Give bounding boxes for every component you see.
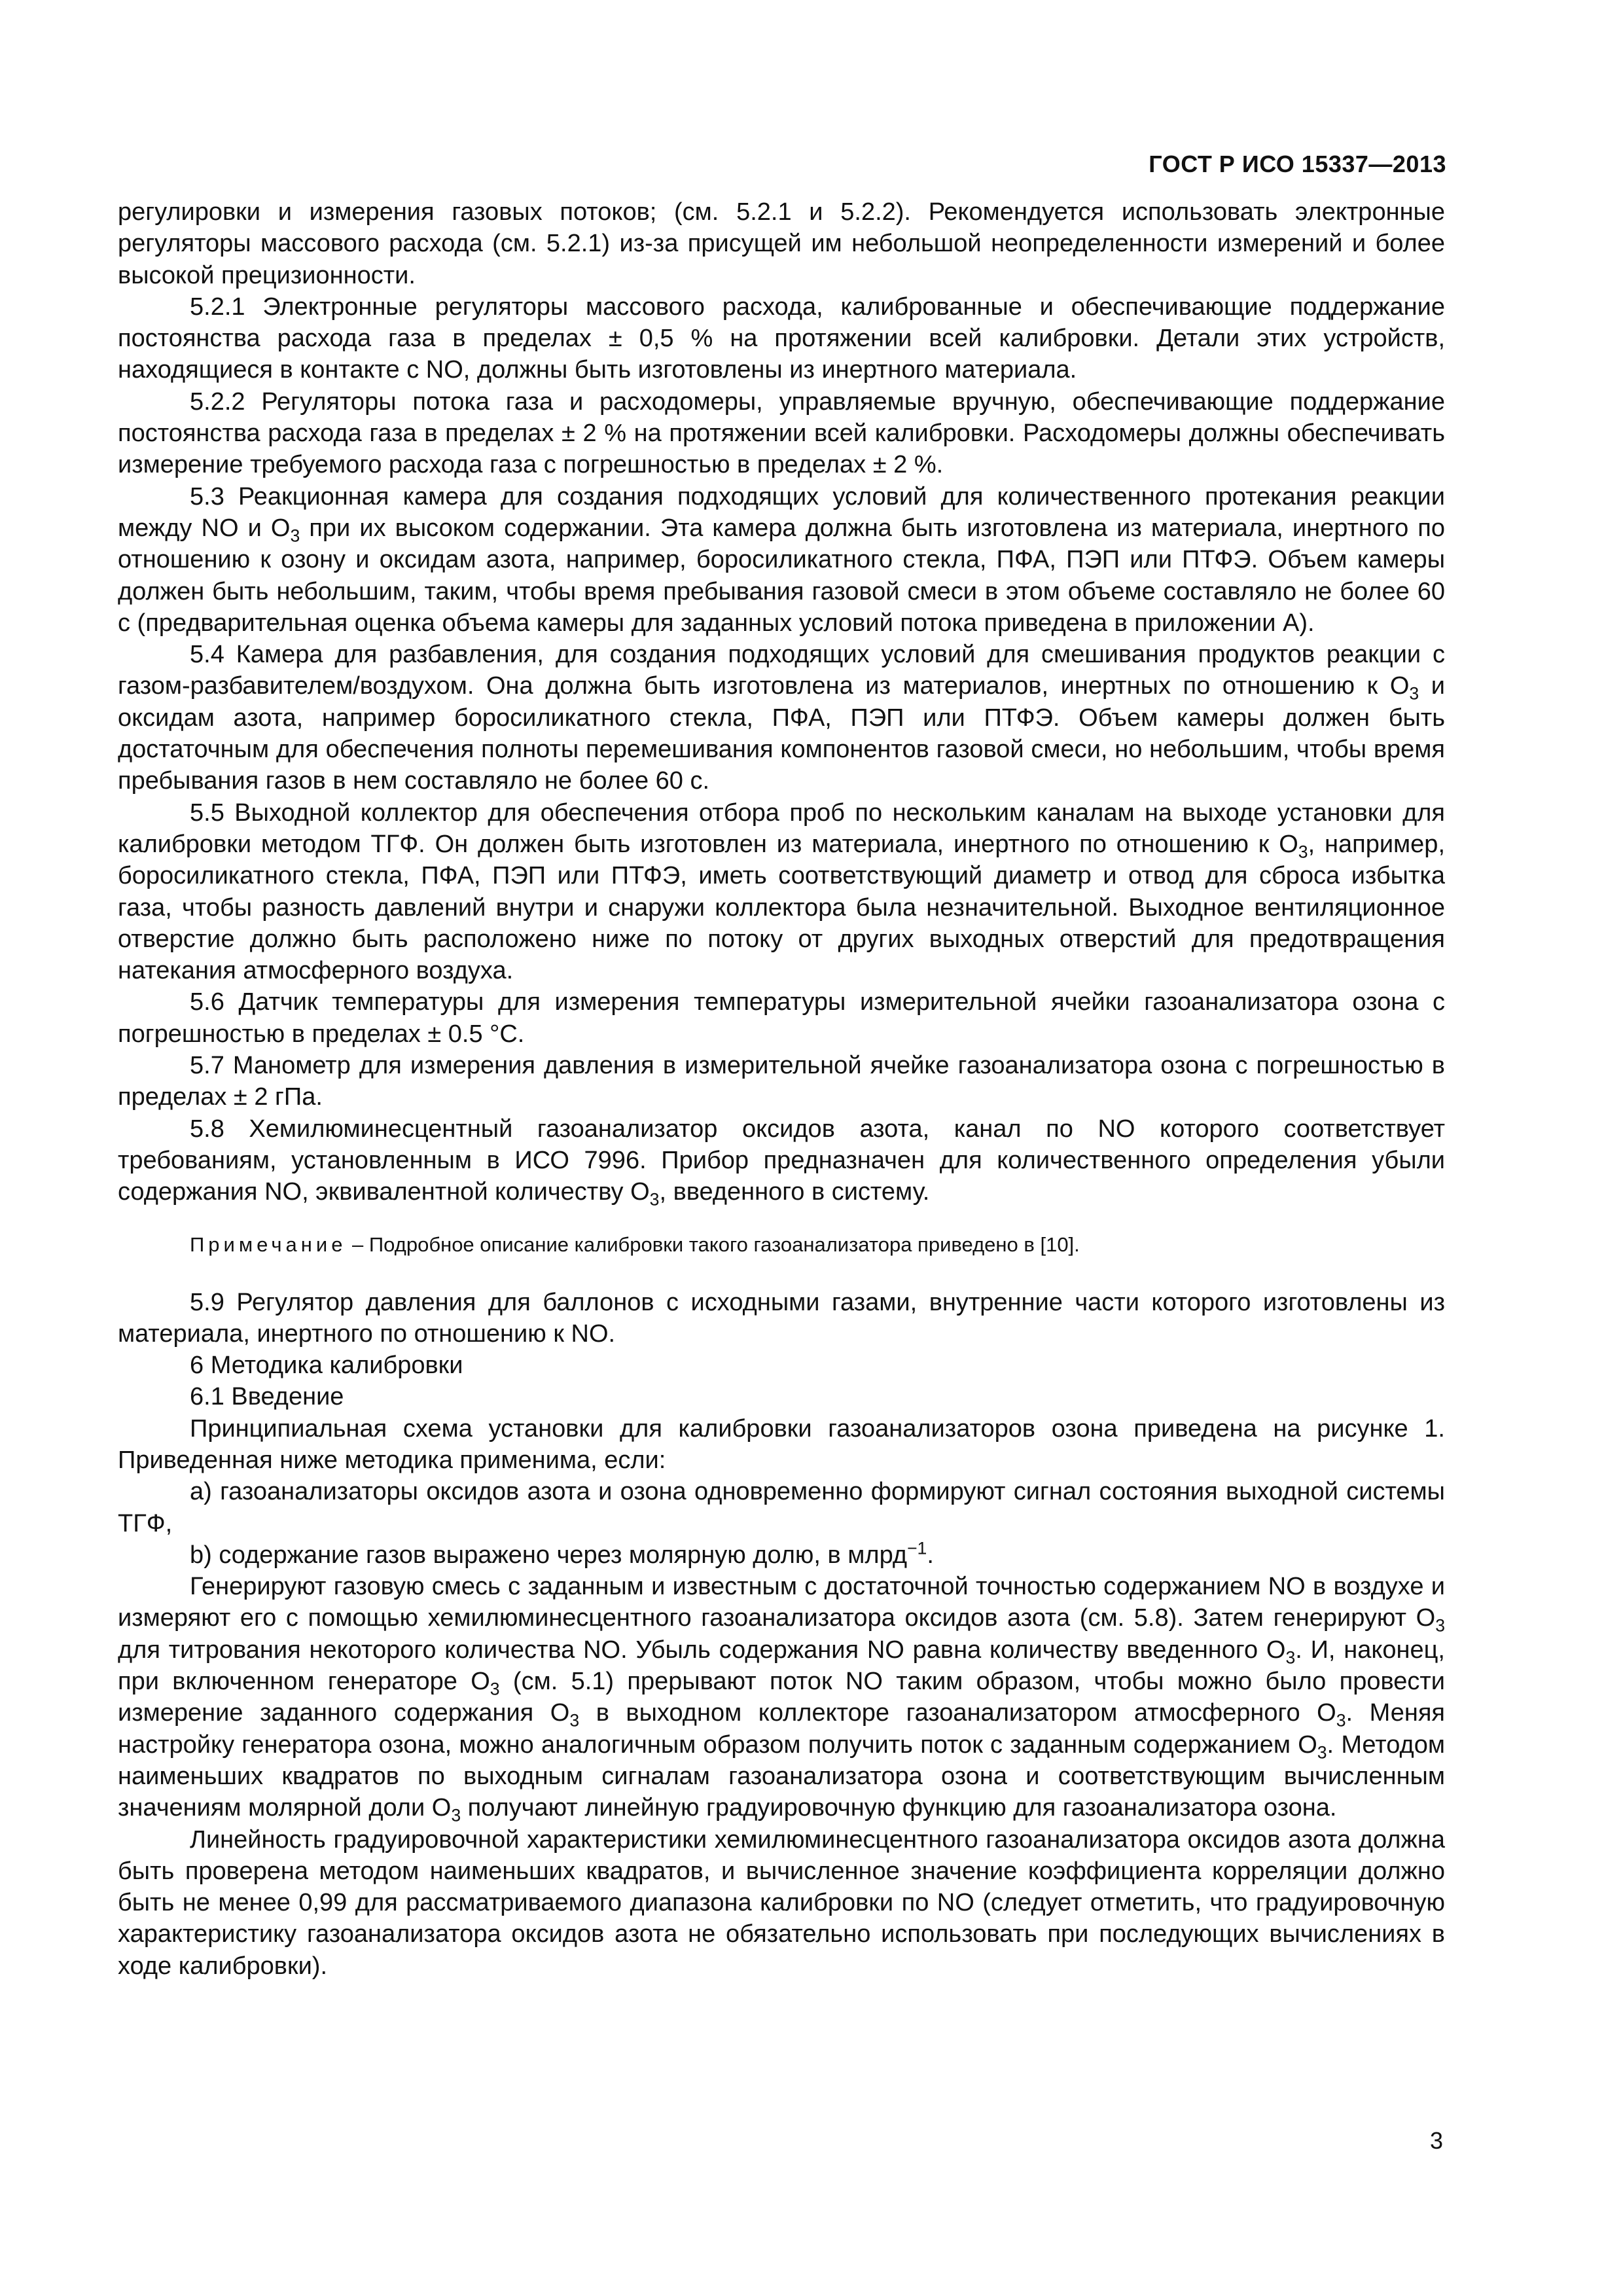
- note-label: Примечание: [190, 1232, 347, 1256]
- list-item-a: а) газоанализаторы оксидов азота и озона одновременно формируют сигнал состояния выходной системы ТГФ,: [118, 1478, 1445, 1537]
- paragraph-5-7: 5.7 Манометр для измерения давления в измерительной ячейке газоанализатора озона с погрешностью в пределах ± 2 гПа.: [118, 1052, 1445, 1111]
- paragraph-intro: Принципиальная схема установки для калибровки газоанализаторов озона приведена на рисунке 1. Приведенная ниже методика применима, если:: [118, 1414, 1445, 1474]
- paragraph-5-6: 5.6 Датчик температуры для измерения температуры измерительной ячейки газоанализатора озона с погрешностью в пределах ± 0.5 °C.: [118, 988, 1445, 1048]
- paragraph-5-2-1: 5.2.1 Электронные регуляторы массового расхода, калиброванные и обеспечивающие поддержание постоянства расхода газа в пределах ± 0,5 % на протяжении всей калибровки. Детали этих устройств, находящиеся в контакте с NO, должны быть изготовлены из инертного материала.: [118, 293, 1445, 384]
- paragraph-linearity: Линейность градуировочной характеристики хемилюминесцентного газоанализатора оксидов азота должна быть проверена методом наименьших квадратов, и вычисленное значение коэффициента корреляции должно быть не менее 0,99 для рассматриваемого диапазона калибровки по NO (следует отметить, что градуировочную характеристику газоанализатора оксидов азота не обязательно использовать при последующих вычислениях в ходе калибровки).: [118, 1825, 1445, 1980]
- paragraph-continuation: регулировки и измерения газовых потоков; (см. 5.2.1 и 5.2.2). Рекомендуется использовать электронные регуляторы массового расхода (см. 5.2.1) из-за присущей им небольшой неопределенности измерений и более высокой прецизионности.: [118, 198, 1445, 289]
- paragraph-5-2-2: 5.2.2 Регуляторы потока газа и расходомеры, управляемые вручную, обеспечивающие поддержание постоянства расхода газа в пределах ± 2 % на протяжении всей калибровки. Расходомеры должны обеспечивать измерение требуемого расхода газа с погрешностью в пределах ± 2 %.: [118, 387, 1445, 479]
- paragraph-5-8: 5.8 Хемилюминесцентный газоанализатор оксидов азота, канал по NO которого соответствует требованиям, установленным в ИСО 7996. Прибор предназначен для количественного определения убыли содержания NO, эквивалентной количеству $O_3$, введенного в систему.: [118, 1115, 1445, 1210]
- paragraph-5-5: 5.5 Выходной коллектор для обеспечения отбора проб по нескольким каналам на выходе установки для калибровки методом ТГФ. Он должен быть изготовлен из материала, инертного по отношению к $O_3$, например, боросиликатного стекла, ПФА, ПЭП или ПТФЭ, иметь соответствующий диаметр и отвод для сброса избытка газа, чтобы разность давлений внутри и снаружи коллектора была незначительной. Выходное вентиляционное отверстие должно быть расположено ниже по потоку от других выходных отверстий для предотвращения натекания атмосферного воздуха.: [118, 798, 1446, 985]
- page-number: 3: [1429, 2127, 1443, 2154]
- section-heading-6: 6 Методика калибровки: [190, 1352, 463, 1380]
- document-header: ГОСТ Р ИСО 15337—2013: [1149, 151, 1446, 177]
- paragraph-5-9: 5.9 Регулятор давления для баллонов с исходными газами, внутренние части которого изготовлены из материала, инертного по отношению к NO.: [118, 1288, 1445, 1348]
- note-text: – Подробное описание калибровки такого газоанализатора приведено в [10].: [346, 1232, 1080, 1256]
- paragraph-5-3: 5.3 Реакционная камера для создания подходящих условий для количественного протекания реакции между NO и $O_3$ при их высоком содержании. Эта камера должна быть изготовлена из материала, инертного по отношению к озону и оксидам азота, например, боросиликатного стекла, ПФА, ПЭП или ПТФЭ. Объем камеры должен быть небольшим, таким, чтобы время пребывания газовой смеси в этом объеме составляло не более 60 с (предварительная оценка объема камеры для заданных условий потока приведена в приложении А).: [118, 482, 1445, 637]
- list-item-b: b) содержание газов выражено через молярную долю, в млрд$^{-1}$.: [190, 1538, 934, 1569]
- section-heading-6-1: 6.1 Введение: [190, 1383, 344, 1411]
- note: [118, 1232, 1445, 1258]
- document-body: [118, 196, 1445, 1982]
- paragraph-procedure: Генерируют газовую смесь с заданным и известным с достаточной точностью содержанием NO в воздухе и измеряют его с помощью хемилюминесцентного газоанализатора оксидов азота (см. 5.8). Затем генерируют $O_3$ для титрования некоторого количества NO. Убыль содержания NO равна количеству введенного $O_3$. И, наконец, при включенном генераторе $O_3$ (см. 5.1) прерывают поток NO таким образом, чтобы можно было провести измерение заданного содержания $O_3$ в выходном коллекторе газоанализатором атмосферного $O_3$. Меняя настройку генератора озона, можно аналогичным образом получить поток с заданным содержанием $O_3$. Методом наименьших квадратов по выходным сигналам газоанализатора озона и соответствующим вычисленным значениям молярной доли $O_3$ получают линейную градуировочную функцию для газоанализатора озона.: [118, 1573, 1446, 1825]
- paragraph-5-4: 5.4 Камера для разбавления, для создания подходящих условий для смешивания продуктов реакции с газом-разбавителем/воздухом. Она должна быть изготовлена из материалов, инертных по отношению к $O_3$ и оксидам азота, например боросиликатного стекла, ПФА, ПЭП или ПТФЭ. Объем камеры должен быть достаточным для обеспечения полноты перемешивания компонентов газовой смеси, но небольшим, чтобы время пребывания газов в нем составляло не более 60 с.: [118, 641, 1445, 795]
